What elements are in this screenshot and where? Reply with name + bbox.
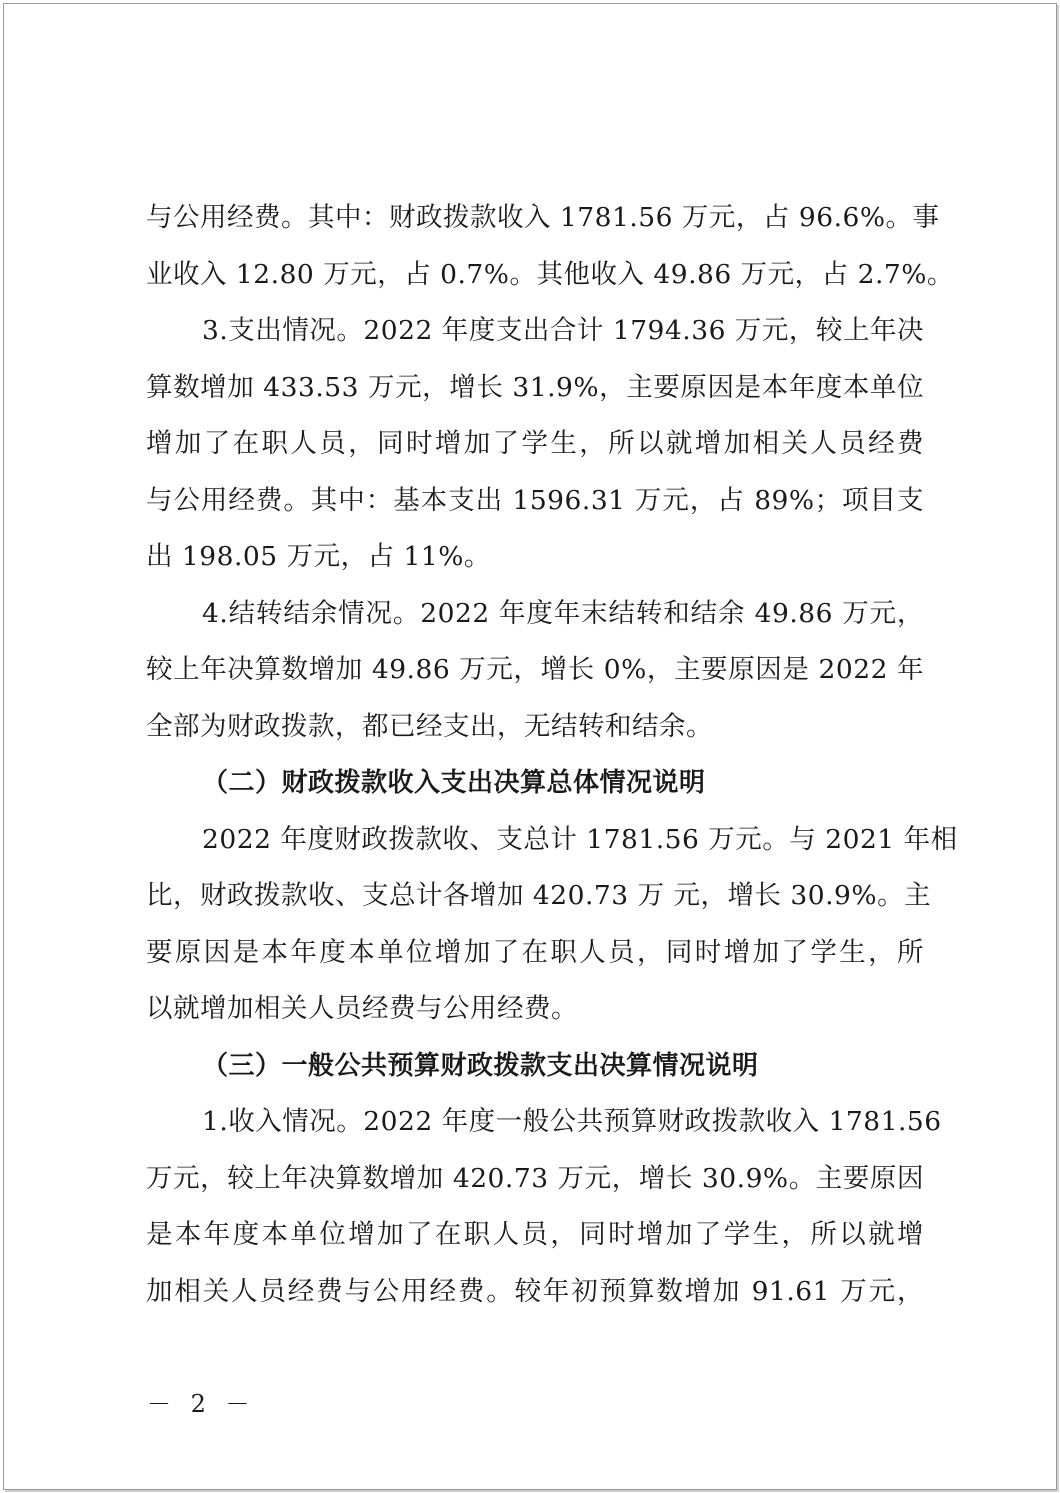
text-line: 与公用经费。其中：财政拨款收入 1781.56 万元，占 96.6%。事: [146, 202, 940, 233]
document-page: [3, 3, 1057, 1490]
text-line: 加相关人员经费与公用经费。较年初预算数增加 91.61 万元，: [146, 1275, 924, 1307]
text-line: 增加了在职人员，同时增加了学生，所以就增加相关人员经费: [146, 428, 924, 459]
text-line: 以就增加相关人员经费与公用经费。: [146, 993, 578, 1024]
text-line: 全部为财政拨款，都已经支出，无结转和结余。: [146, 710, 713, 742]
page-number: － 2 －: [147, 1390, 256, 1418]
text-line: 业收入 12.80 万元，占 0.7%。其他收入 49.86 万元，占 2.7%。: [146, 258, 954, 290]
section-heading: （二）财政拨款收入支出决算总体情况说明: [202, 768, 706, 798]
text-line: 1.收入情况。2022 年度一般公共预算财政拨款收入 1781.56: [202, 1106, 942, 1137]
text-line: 与公用经费。其中：基本支出 1596.31 万元，占 89%；项目支: [146, 484, 924, 516]
text-line: 万元，较上年决算数增加 420.73 万元，增长 30.9%。主要原因: [146, 1162, 924, 1194]
section-heading: （三）一般公共预算财政拨款支出决算情况说明: [202, 1050, 759, 1081]
text-line: 要原因是本年度本单位增加了在职人员，同时增加了学生，所: [146, 936, 924, 968]
text-line: 是本年度本单位增加了在职人员，同时增加了学生，所以就增: [146, 1219, 924, 1250]
text-line: 2022 年度财政拨款收、支总计 1781.56 万元。与 2021 年相: [202, 823, 958, 855]
text-line: 较上年决算数增加 49.86 万元，增长 0%，主要原因是 2022 年: [146, 654, 924, 685]
text-line: 比，财政拨款收、支总计各增加 420.73 万 元，增长 30.9%。主: [146, 880, 932, 911]
document-body: [146, 190, 958, 1320]
text-line: 算数增加 433.53 万元，增长 31.9%，主要原因是本年度本单位: [146, 371, 924, 403]
text-line: 4.结转结余情况。2022 年度年末结转和结余 49.86 万元，: [202, 597, 924, 629]
text-line: 3.支出情况。2022 年度支出合计 1794.36 万元，较上年决: [202, 315, 924, 346]
text-line: 出 198.05 万元，占 11%。: [146, 541, 491, 572]
